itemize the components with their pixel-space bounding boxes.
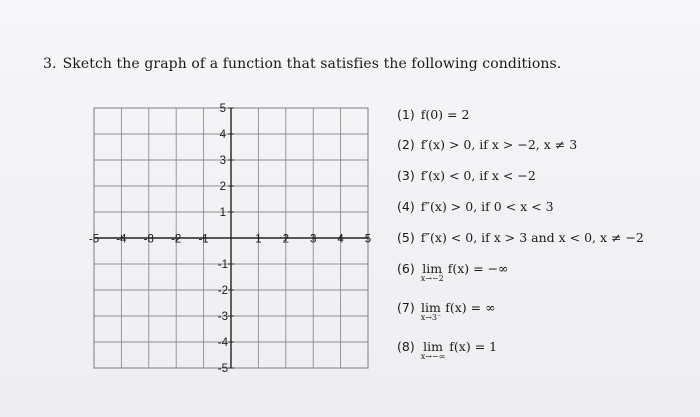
y-tick-label: 4 <box>219 129 226 141</box>
y-tick-label: 2 <box>219 181 226 193</box>
question-text <box>43 56 561 72</box>
y-tick-label: 3 <box>219 155 226 167</box>
x-tick-label: 1 <box>255 233 262 246</box>
condition-8: (8) lim x→−∞ f(x) = 1 <box>397 339 498 361</box>
condition-2: (2) f′(x) > 0, if x > −2, x ≠ 3 <box>397 137 578 152</box>
x-tick-label: 3 <box>309 233 317 246</box>
y-tick-label: -5 <box>217 363 228 374</box>
condition-7-limit: lim x→3⁻ <box>420 300 442 322</box>
y-tick-label: -3 <box>217 311 228 323</box>
coordinate-grid <box>86 102 376 374</box>
condition-6: (6) lim x→−2 f(x) = −∞ <box>397 261 509 283</box>
y-tick-label: 5 <box>219 103 226 115</box>
y-tick-label: -2 <box>217 285 228 297</box>
condition-7-expr: f(x) = ∞ <box>445 300 496 315</box>
condition-7: (7) lim x→3⁻ f(x) = ∞ <box>397 300 496 322</box>
x-tick-label: -3 <box>143 233 154 246</box>
condition-8-limit: lim x→−∞ <box>420 339 446 361</box>
x-tick-label: 2 <box>282 233 290 246</box>
x-tick-label: -2 <box>171 233 182 246</box>
x-tick-label: 4 <box>337 233 344 246</box>
condition-6-expr: f(x) = −∞ <box>447 261 509 276</box>
x-tick-label: -5 <box>88 233 100 246</box>
condition-1: (1) f(0) = 2 <box>397 107 470 122</box>
condition-2-expr: f′(x) > 0, if x > −2, x ≠ 3 <box>420 137 578 152</box>
condition-3: (3) f′(x) < 0, if x < −2 <box>397 168 536 183</box>
y-tick-label: -4 <box>217 337 228 349</box>
condition-5-expr: f″(x) < 0, if x > 3 and x < 0, x ≠ −2 <box>420 230 644 245</box>
condition-1-expr: f(0) = 2 <box>420 107 470 122</box>
question-number: 3. <box>43 56 57 72</box>
axes <box>94 108 368 368</box>
y-tick-label: -1 <box>217 259 228 271</box>
condition-4: (4) f″(x) > 0, if 0 < x < 3 <box>397 199 554 214</box>
condition-6-limit: lim x→−2 <box>420 261 444 283</box>
x-tick-label: -4 <box>116 233 127 246</box>
x-tick-label: -1 <box>198 233 209 246</box>
condition-4-expr: f″(x) > 0, if 0 < x < 3 <box>420 199 554 214</box>
condition-8-expr: f(x) = 1 <box>449 339 498 354</box>
condition-5: (5) f″(x) < 0, if x > 3 and x < 0, x ≠ −2 <box>397 230 644 245</box>
question-prompt: Sketch the graph of a function that satisfies the following conditions. <box>62 56 562 72</box>
y-tick-label: 1 <box>219 207 226 219</box>
condition-3-expr: f′(x) < 0, if x < −2 <box>420 168 536 183</box>
x-tick-label: 5 <box>364 233 372 246</box>
